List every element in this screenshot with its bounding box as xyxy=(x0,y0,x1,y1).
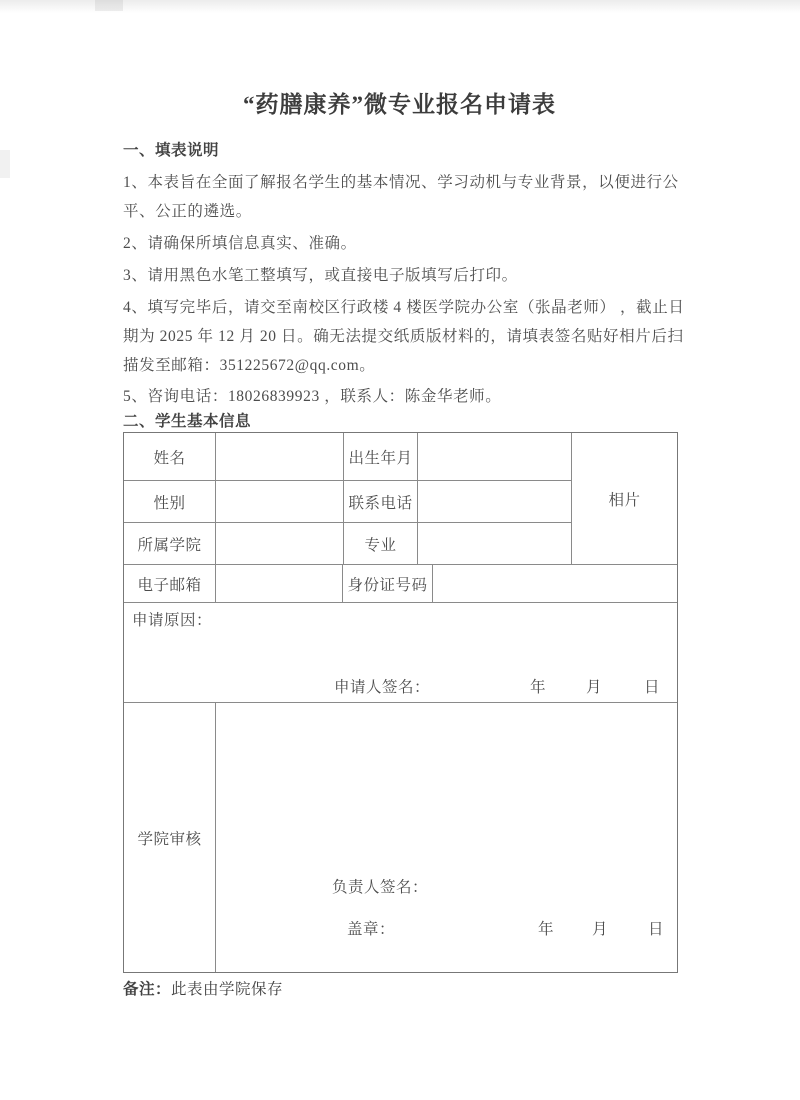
major-value-cell xyxy=(418,523,572,565)
id-number-label: 身份证号码 xyxy=(347,576,428,594)
instruction-line: 3、请用黑色水笔工整填写，或直接电子版填写后打印。 xyxy=(123,267,518,284)
instruction-line: 期为 2025 年 12 月 20 日。确无法提交纸质版材料的，请填表签名贴好相片后扫 xyxy=(123,328,684,345)
section-2-heading: 二、学生基本信息 xyxy=(123,413,252,430)
photo-label: 相片 xyxy=(608,491,641,509)
college-review-label-cell xyxy=(124,703,216,972)
review-year-label: 年 xyxy=(538,921,555,938)
applicant-sign-day-label: 日 xyxy=(644,679,661,696)
email-label: 电子邮箱 xyxy=(137,576,202,594)
college-value-cell xyxy=(216,523,344,565)
contact-phone-label: 联系电话 xyxy=(348,494,413,512)
college-label: 所属学院 xyxy=(137,536,202,554)
instruction-line: 描发至邮箱：351225672@qq.com。 xyxy=(123,357,376,374)
instruction-line: 5、咨询电话：18026839923 ，联系人：陈金华老师。 xyxy=(123,388,502,405)
birth-date-label-cell xyxy=(344,433,418,481)
gender-label: 性别 xyxy=(153,494,186,512)
section-1-heading: 一、填表说明 xyxy=(123,142,220,159)
instruction-item-5 xyxy=(123,382,676,411)
instruction-item-3 xyxy=(123,261,676,290)
scan-artifact-top-mark xyxy=(95,0,123,11)
email-value-cell xyxy=(216,565,343,603)
applicant-signature-label: 申请人签名： xyxy=(334,679,431,696)
form-title: “药膳康养”微专业报名申请表 xyxy=(243,92,556,117)
name-value-cell xyxy=(216,433,344,481)
stamp-label: 盖章： xyxy=(347,921,396,938)
remark-label: 备注： xyxy=(123,981,172,998)
college-review-label: 学院审核 xyxy=(137,830,202,848)
instruction-line: 2、请确保所填信息真实、准确。 xyxy=(123,235,357,252)
college-review-content-cell xyxy=(216,703,677,972)
instruction-line: 平、公正的遴选。 xyxy=(123,203,252,220)
instruction-item-1 xyxy=(123,168,679,226)
major-label: 专业 xyxy=(364,536,397,554)
instruction-item-2 xyxy=(123,229,676,258)
remark-line xyxy=(123,980,676,1000)
name-label: 姓名 xyxy=(153,449,186,467)
application-reason-label: 申请原因： xyxy=(132,612,213,629)
document-content xyxy=(123,0,685,1000)
student-info-table xyxy=(123,432,678,973)
instruction-line: 4、填写完毕后，请交至南校区行政楼 4 楼医学院办公室（张晶老师） ，截止日 xyxy=(123,299,685,316)
college-label-cell xyxy=(124,523,216,565)
id-number-label-cell xyxy=(343,565,433,603)
head-signature-label: 负责人签名： xyxy=(332,879,429,896)
scan-artifact-left-patch xyxy=(0,150,10,178)
review-month-label: 月 xyxy=(592,921,609,938)
review-day-label: 日 xyxy=(648,921,665,938)
remark-text: 此表由学院保存 xyxy=(171,981,284,998)
applicant-sign-month-label: 月 xyxy=(586,679,603,696)
application-reason-cell xyxy=(124,603,677,703)
email-label-cell xyxy=(124,565,216,603)
contact-phone-value-cell xyxy=(418,481,572,523)
birth-date-value-cell xyxy=(418,433,572,481)
applicant-sign-year-label: 年 xyxy=(530,679,547,696)
name-label-cell xyxy=(124,433,216,481)
gender-value-cell xyxy=(216,481,344,523)
id-number-value-cell xyxy=(433,565,677,603)
gender-label-cell xyxy=(124,481,216,523)
major-label-cell xyxy=(344,523,418,565)
contact-phone-label-cell xyxy=(344,481,418,523)
instruction-line: 1、本表旨在全面了解报名学生的基本情况、学习动机与专业背景，以便进行公 xyxy=(123,174,679,191)
photo-cell xyxy=(572,433,677,565)
birth-date-label: 出生年月 xyxy=(348,449,413,467)
instruction-item-4 xyxy=(123,293,685,380)
